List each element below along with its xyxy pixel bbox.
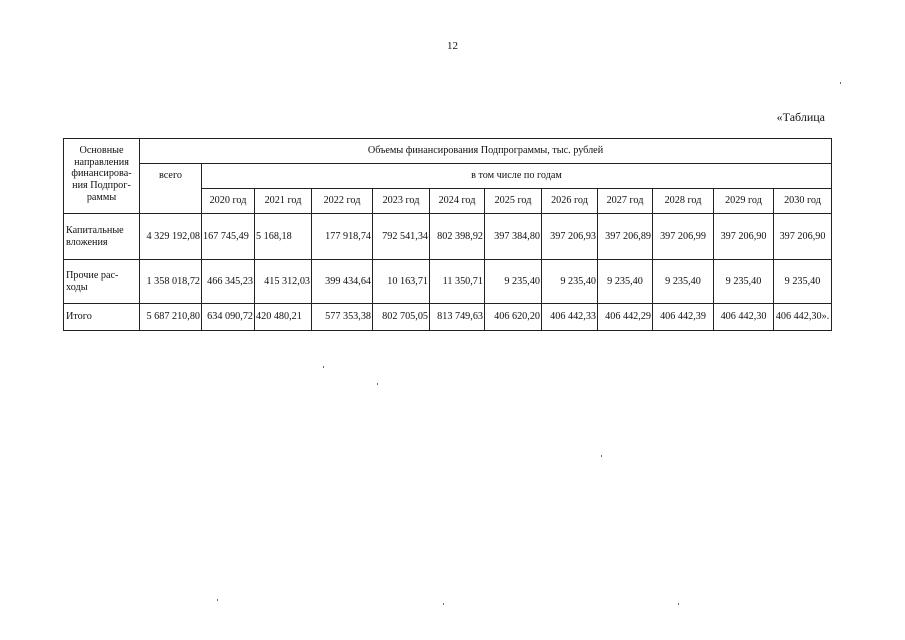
scan-speck [601,455,602,457]
cell-value: 397 206,90 [774,214,832,260]
table-row-capital [64,214,832,260]
header-year: 2025 год [485,189,542,214]
cell-value: 813 749,63 [430,304,485,331]
header-year: 2030 год [774,189,832,214]
cell-total: 1 358 018,72 [140,260,202,304]
header-directions: Основные направления финансирова-ния Подпрог-раммы [64,139,140,214]
row-label: Итого [64,304,140,331]
cell-value: 9 235,40 [485,260,542,304]
cell-value: 167 745,49 [202,214,255,260]
table-row-other [64,260,832,304]
header-total: всего [140,164,202,214]
cell-total: 4 329 192,08 [140,214,202,260]
scan-speck [217,599,218,601]
header-year: 2027 год [598,189,653,214]
cell-value: 415 312,03 [255,260,312,304]
cell-value: 397 206,90 [714,214,774,260]
header-year: 2021 год [255,189,312,214]
cell-value: 9 235,40 [774,260,832,304]
cell-value: 5 168,18 [255,214,312,260]
cell-value: 406 620,20 [485,304,542,331]
cell-value: 802 705,05 [373,304,430,331]
cell-value: 11 350,71 [430,260,485,304]
cell-value: 397 206,89 [598,214,653,260]
cell-value: 399 434,64 [312,260,373,304]
cell-value: 406 442,30 [714,304,774,331]
row-label: Прочие рас-ходы [64,260,140,304]
header-by-years: в том числе по годам [202,164,832,189]
page-number: 12 [447,40,458,52]
cell-value: 397 384,80 [485,214,542,260]
cell-value: 397 206,99 [653,214,714,260]
cell-value: 406 442,39 [653,304,714,331]
cell-value: 792 541,34 [373,214,430,260]
cell-value: 406 442,29 [598,304,653,331]
cell-value: 9 235,40 [653,260,714,304]
cell-value: 406 442,33 [542,304,598,331]
cell-value: 577 353,38 [312,304,373,331]
table-row-total [64,304,832,331]
header-year: 2029 год [714,189,774,214]
cell-value: 802 398,92 [430,214,485,260]
cell-value: 420 480,21 [255,304,312,331]
scan-speck [443,603,444,605]
scan-speck [678,603,679,605]
cell-value: 397 206,93 [542,214,598,260]
scan-speck [840,82,841,84]
header-year: 2022 год [312,189,373,214]
row-label: Капитальные вложения [64,214,140,260]
cell-value: 9 235,40 [542,260,598,304]
cell-value: 9 235,40 [598,260,653,304]
cell-value: 9 235,40 [714,260,774,304]
header-year: 2024 год [430,189,485,214]
header-year: 2028 год [653,189,714,214]
header-year: 2026 год [542,189,598,214]
cell-value: 177 918,74 [312,214,373,260]
scan-speck [323,366,324,368]
cell-value: 634 090,72 [202,304,255,331]
header-volume: Объемы финансирования Подпрограммы, тыс. рублей [140,139,832,164]
header-year: 2023 год [373,189,430,214]
header-year: 2020 год [202,189,255,214]
cell-total: 5 687 210,80 [140,304,202,331]
cell-value: 10 163,71 [373,260,430,304]
scan-speck [377,383,378,385]
table-caption: «Таблица [776,110,825,124]
cell-value: 406 442,30». [774,304,832,331]
cell-value: 466 345,23 [202,260,255,304]
financing-table [63,138,832,331]
